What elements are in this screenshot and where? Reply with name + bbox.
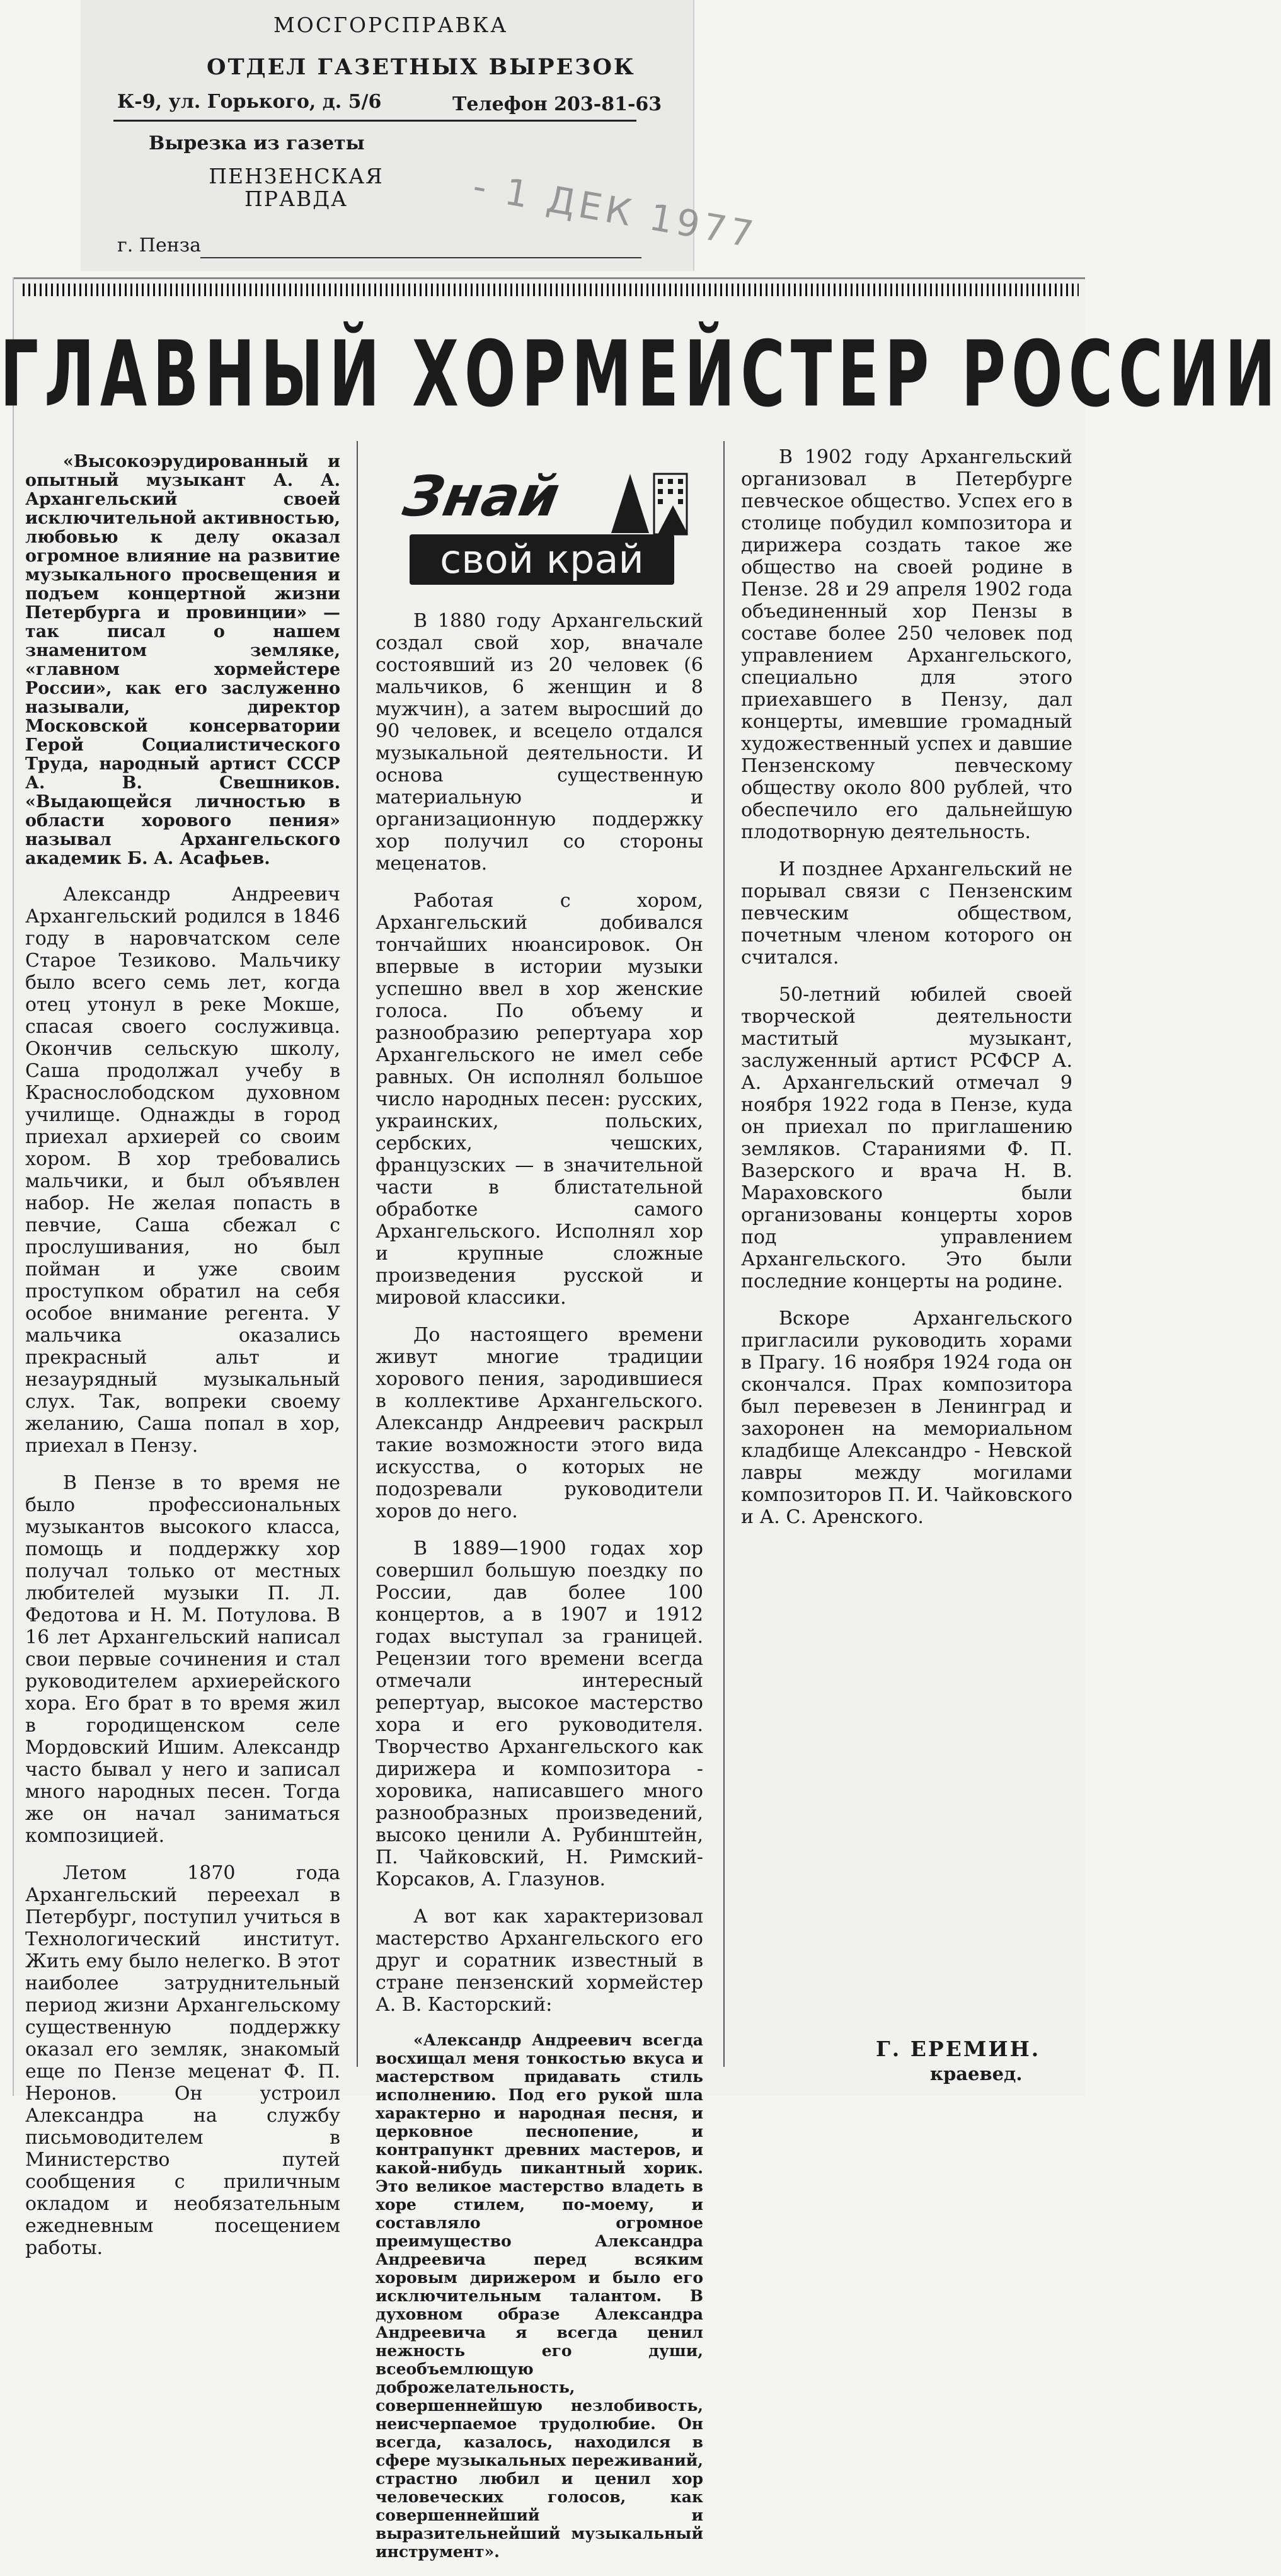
paragraph: Летом 1870 года Архангельский переехал в Петербург, поступил учиться в Технологический институт. Жить ему было нелегко. В этот наиболее затруднительный период жизни Архангельскому существенную поддержку оказал его земляк, знакомый еще по Пензе меценат Ф. П. Неронов. Он устроил Александра на службу письмоводителем в Министерство путей сообщения с приличным окладом и необязательным ежедневным посещением работы. [25, 1862, 340, 2259]
paragraph: В Пензе в то время не было профессиональных музыкантов высокого класса, помощь и поддержку хор получал только от местных любителей музыки П. Л. Федотова и Н. М. Потулова. В 16 лет Архангельский написал свои первые сочинения и стал руководителем архиерейского хора. Его брат в то время жил в городищенском селе Мордовский Ишим. Александр часто бывал у него и записал много народных песен. Тогда же он начал заниматься композицией. [25, 1472, 340, 1847]
column-divider [723, 441, 725, 2067]
department-name: ОТДЕЛ ГАЗЕТНЫХ ВЫРЕЗОК [207, 54, 636, 80]
address: К-9, ул. Горького, д. 5/6 [117, 91, 382, 113]
paragraph: И позднее Архангельский не порывал связи с Пензенским певческим обществом, почетным членом которого он считался. [741, 858, 1072, 969]
paragraph: В 1889—1900 годах хор совершил большую поездку по России, дав более 100 концертов, а в 1907 и 1912 годах выступал за границей. Рецензии того времени всегда отмечали интересный репертуар, высокое мастерство хора и его руководителя. Творчество Архангельского как дирижера и композитора - хоровика, написавшего много разнообразных произведений, высоко ценили А. Рубинштейн, П. Чайковский, Н. Римский-Корсаков, А. Глазунов. [376, 1538, 703, 1890]
decorative-rule [23, 284, 1079, 296]
quote: «Александр Андреевич всегда восхищал меня тонкостью вкуса и мастерством придавать стиль исполнению. Под его рукой шла характерно и народная песня, и церковное песнопение, и контрапункт древних мастеров, и какой-нибудь пикантный хорик. Это великое мастерство владеть в хоре стилем, по-моему, и составляло огромное преимущество Александра Андреевича перед всяким хоровым дирижером и было его исключительным талантом. В духовном образе Александра Андреевича я всегда ценил нежность его души, всеобъемлющую доброжелательность, совершеннейшую незлобивость, неисчерпаемое трудолюбие. Он всегда, казалось, находился в сфере музыкальных переживаний, страстно любил и ценил хор человеческих голосов, как совершеннейший и выразительнейший музыкальный инструмент». [376, 2031, 703, 2561]
rubric-line2: свой край [410, 534, 674, 585]
paragraph: А вот как характеризовал мастерство Архангельского его друг и соратник известный в стране пензенский хормейстер А. В. Касторский: [376, 1906, 703, 2016]
paragraph: В 1880 году Архангельский создал свой хор, вначале состоявший из 20 человек (6 мальчиков, 6 женщин и 8 мужчин), а затем выросший до 90 человек, и всецело отдался музыкальной деятельности. И основа существенную материальную и организационную поддержку хор получил со стороны меценатов. [376, 610, 703, 875]
phone: Телефон 203-81-63 [452, 93, 662, 115]
divider [200, 257, 641, 258]
paragraph: Работая с хором, Архангельский добивался тончайших нюансировок. Он впервые в истории музыки успешно ввел в хор женские голоса. По объему и разнообразию репертуара хор Архангельского не имел себе равных. Он исполнял большое число народных песен: русских, украинских, польских, сербских, чешских, французских — в значительной части в блистательной обработке самого Архангельского. Исполнял хор и крупные сложные произведения русской и мировой классики. [376, 890, 703, 1309]
agency-name: МОСГОРСПРАВКА [273, 13, 508, 37]
lead-paragraph: «Высокоэрудированный и опытный музыкант А. А. Архангельский своей исключительной активностью, любовью к делу оказал огромное влияние на развитие музыкального просвещения и подъем концертной жизни Петербурга и провинции» — так писал о нашем знаменитом земляке, «главном хормейстере России», как его заслуженно называли, директор Московской консерватории Герой Социалистического Труда, народный артист СССР А. В. Свешников. «Выдающейся личностью в области хорового пения» называл Архангельского академик Б. А. Асафьев. [25, 452, 340, 868]
headline: ГЛАВНЫЙ ХОРМЕЙСТЕР РОССИИ [0, 321, 1281, 427]
author-title: краевед. [930, 2063, 1023, 2084]
divider [113, 120, 636, 122]
rubric-logo [391, 464, 706, 587]
newspaper-name: ПЕНЗЕНСКАЯ ПРАВДА [209, 164, 384, 212]
rubric-line1: Знай [398, 464, 565, 529]
article-column-3 [741, 446, 1072, 1543]
city: г. Пенза [117, 234, 201, 256]
paragraph: В 1902 году Архангельский организовал в Петербурге певческое общество. Успех его в столице побудил композитора и дирижера создать такое же общество на своей родине в Пензе. 28 и 29 апреля 1902 года объединенный хор Пензы в составе более 250 человек под управлением Архангельского, специально для этого приехавшего в Пензу, дал концерты, имевшие громадный художественный успех и давшие Пензенскому певческому обществу около 800 рублей, что обеспечило его дальнейшую плодотворную деятельность. [741, 446, 1072, 843]
author-name: Г. ЕРЕМИН. [876, 2037, 1041, 2061]
article-column-2 [376, 610, 703, 2576]
paragraph: До настоящего времени живут многие традиции хорового пения, зародившиеся в коллективе Архангельского. Александр Андреевич раскрыл такие возможности этого вида искусства, о которых не подозревали руководители хоров до него. [376, 1324, 703, 1522]
paragraph: 50-летний юбилей своей творческой деятельности маститый музыкант, заслуженный артист РСФСР А. А. Архангельский отмечал 9 ноября 1922 года в Пензе, куда он приехал по приглашению земляков. Стараниями Ф. П. Вазерского и врача Н. В. Мараховского были организованы концерты хоров под управлением Архангельского. Это были последние концерты на родине. [741, 984, 1072, 1292]
article-column-1 [25, 452, 340, 2274]
clipping-service-label [81, 0, 761, 271]
paragraph: Вскоре Архангельского пригласили руководить хорами в Прагу. 16 ноября 1924 года он скончался. Прах композитора был перевезен в Ленинград и захоронен на мемориальном кладбище Александро - Невской лавры между могилами композиторов П. И. Чайковского и А. С. Аренского. [741, 1308, 1072, 1528]
column-divider [357, 441, 358, 2067]
date-stamp: - 1 ДЕК 1977 [469, 164, 761, 257]
clipping-from: Вырезка из газеты [149, 132, 365, 154]
tree-building-icon [605, 470, 693, 539]
paragraph: Александр Андреевич Архангельский родился в 1846 году в наровчатском селе Старое Тезиково. Мальчику было всего семь лет, когда отец утонул в реке Мокше, спасая своего сослуживца. Окончив сельскую школу, Саша продолжал учебу в Краснослободском духовном училище. Однажды в город приехал архиерей со своим хором. В хор требовались мальчики, и был объявлен набор. Не желая попасть в певчие, Саша сбежал с прослушивания, но был пойман и уже своим проступком обратил на себя особое внимание регента. У мальчика оказались прекрасный альт и незаурядный музыкальный слух. Так, вопреки своему желанию, Саша попал в хор, приехал в Пензу. [25, 883, 340, 1457]
